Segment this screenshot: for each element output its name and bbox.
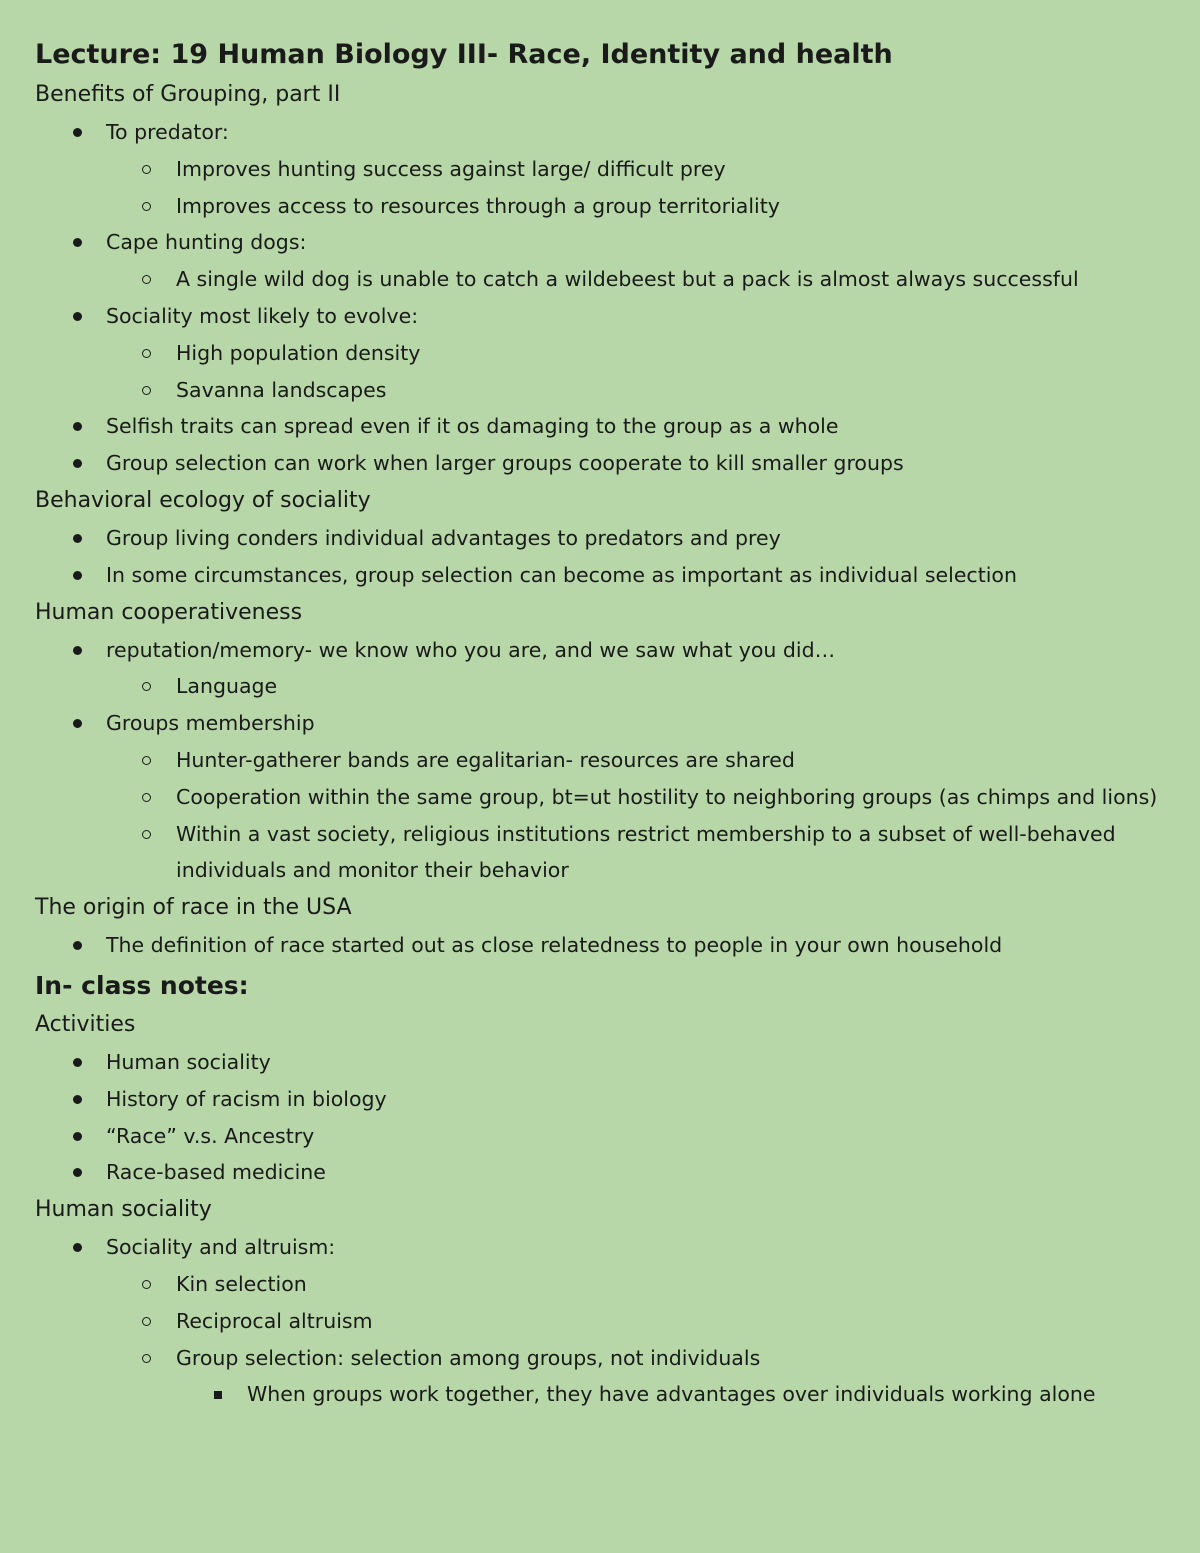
list-item-text: Cape hunting dogs: (106, 230, 307, 255)
list-item-text: Race-based medicine (106, 1160, 326, 1185)
bullet-dot-icon (73, 312, 82, 321)
list-item-text: Improves hunting success against large/ difficult prey (176, 156, 726, 181)
bullet-dot-icon (73, 1243, 82, 1252)
bullet-dot-icon (73, 719, 82, 728)
list-item (35, 1266, 1175, 1303)
list-item (35, 224, 1175, 261)
bullet-dot-icon (73, 534, 82, 543)
list-item (35, 408, 1175, 445)
bullet-circle-icon (142, 275, 151, 284)
list-item-text: Kin selection (176, 1271, 307, 1296)
bullet-circle-icon (142, 1280, 151, 1289)
list-item (35, 261, 1175, 298)
section-heading: Human sociality (35, 1197, 212, 1223)
list-item (35, 188, 1175, 225)
bullet-circle-icon (142, 1354, 151, 1363)
list-item (35, 520, 1175, 557)
list-item-text: History of racism in biology (106, 1086, 387, 1111)
bullet-square-icon (214, 1391, 222, 1399)
list-item-text: Group selection can work when larger groups cooperate to kill smaller groups (106, 451, 904, 476)
section-heading: The origin of race in the USA (35, 895, 352, 921)
list-item-text: Human sociality (106, 1049, 271, 1074)
list-item-text: When groups work together, they have advantages over individuals working alone (247, 1382, 1096, 1407)
list-item (35, 742, 1175, 779)
list-item-text: Group living conders individual advantages to predators and prey (106, 525, 781, 550)
list-item (35, 1303, 1175, 1340)
bullet-circle-icon (142, 793, 151, 802)
bullet-dot-icon (73, 1132, 82, 1141)
list-item (35, 705, 1175, 742)
bullet-dot-icon (73, 1168, 82, 1177)
list-item (35, 1118, 1175, 1155)
list-item-text: A single wild dog is unable to catch a wildebeest but a pack is almost always successful (176, 267, 1079, 292)
bullet-circle-icon (142, 202, 151, 211)
bullet-circle-icon (142, 386, 151, 395)
bullet-circle-icon (142, 756, 151, 765)
list-item (35, 779, 1175, 816)
bullet-circle-icon (142, 165, 151, 174)
list-item (35, 445, 1175, 482)
bullet-circle-icon (142, 682, 151, 691)
list-item-text: Cooperation within the same group, bt=ut hostility to neighboring groups (as chimps and lions) (176, 784, 1158, 809)
list-item-text: High population density (176, 340, 421, 365)
section-heading: Benefits of Grouping, part II (35, 82, 341, 107)
bullet-dot-icon (73, 571, 82, 580)
bullet-dot-icon (73, 941, 82, 950)
list-item (35, 1229, 1175, 1266)
bullet-dot-icon (73, 422, 82, 431)
list-item-text: reputation/memory- we know who you are, and we saw what you did… (106, 637, 836, 662)
page-title: Lecture: 19 Human Biology III- Race, Identity and health (35, 39, 893, 70)
list-item-text: Group selection: selection among groups, not individuals (176, 1345, 761, 1370)
list-item (35, 298, 1175, 335)
bullet-circle-icon (142, 830, 151, 839)
bullet-dot-icon (73, 1058, 82, 1067)
list-item (35, 816, 1175, 890)
list-item (35, 1376, 1175, 1413)
list-item-text: Language (176, 674, 278, 699)
bullet-dot-icon (73, 238, 82, 247)
bullet-dot-icon (73, 128, 82, 137)
list-item (35, 1340, 1175, 1377)
list-item-text: Sociality most likely to evolve: (106, 303, 419, 328)
list-item-text: Reciprocal altruism (176, 1308, 373, 1333)
bullet-dot-icon (73, 1095, 82, 1104)
section-heading: Behavioral ecology of sociality (35, 487, 371, 513)
list-item (35, 557, 1175, 594)
list-item-text: In some circumstances, group selection can become as important as individual selection (106, 562, 1017, 587)
list-item (35, 1154, 1175, 1191)
notes-heading: In- class notes: (35, 970, 249, 1000)
bullet-dot-icon (73, 459, 82, 468)
list-item (35, 668, 1175, 705)
list-item-text: Sociality and altruism: (106, 1235, 336, 1260)
notes-content (35, 76, 1175, 1413)
list-item (35, 335, 1175, 372)
list-item (35, 1044, 1175, 1081)
section-heading: Human cooperativeness (35, 599, 303, 625)
list-item-text: To predator: (106, 120, 229, 144)
list-item-text: Improves access to resources through a group territoriality (176, 193, 780, 218)
list-item (35, 1081, 1175, 1118)
bullet-circle-icon (142, 1317, 151, 1326)
document-page (35, 36, 1175, 1413)
list-item-text: Within a vast society, religious institutions restrict membership to a subset of well-behaved individuals and monitor their behavior (176, 821, 1116, 883)
list-item (35, 372, 1175, 409)
list-item-text: Hunter-gatherer bands are egalitarian- resources are shared (176, 747, 795, 772)
list-item-text: The definition of race started out as close relatedness to people in your own household (106, 933, 1003, 958)
list-item (35, 114, 1175, 151)
list-item-text: Selfish traits can spread even if it os damaging to the group as a whole (106, 414, 839, 439)
section-heading: Activities (35, 1011, 136, 1037)
list-item (35, 632, 1175, 669)
bullet-circle-icon (142, 349, 151, 358)
list-item-text: Groups membership (106, 711, 315, 736)
list-item (35, 927, 1175, 964)
list-item-text: Savanna landscapes (176, 377, 387, 402)
bullet-dot-icon (73, 646, 82, 655)
list-item-text: “Race” v.s. Ancestry (106, 1123, 315, 1148)
list-item (35, 151, 1175, 188)
